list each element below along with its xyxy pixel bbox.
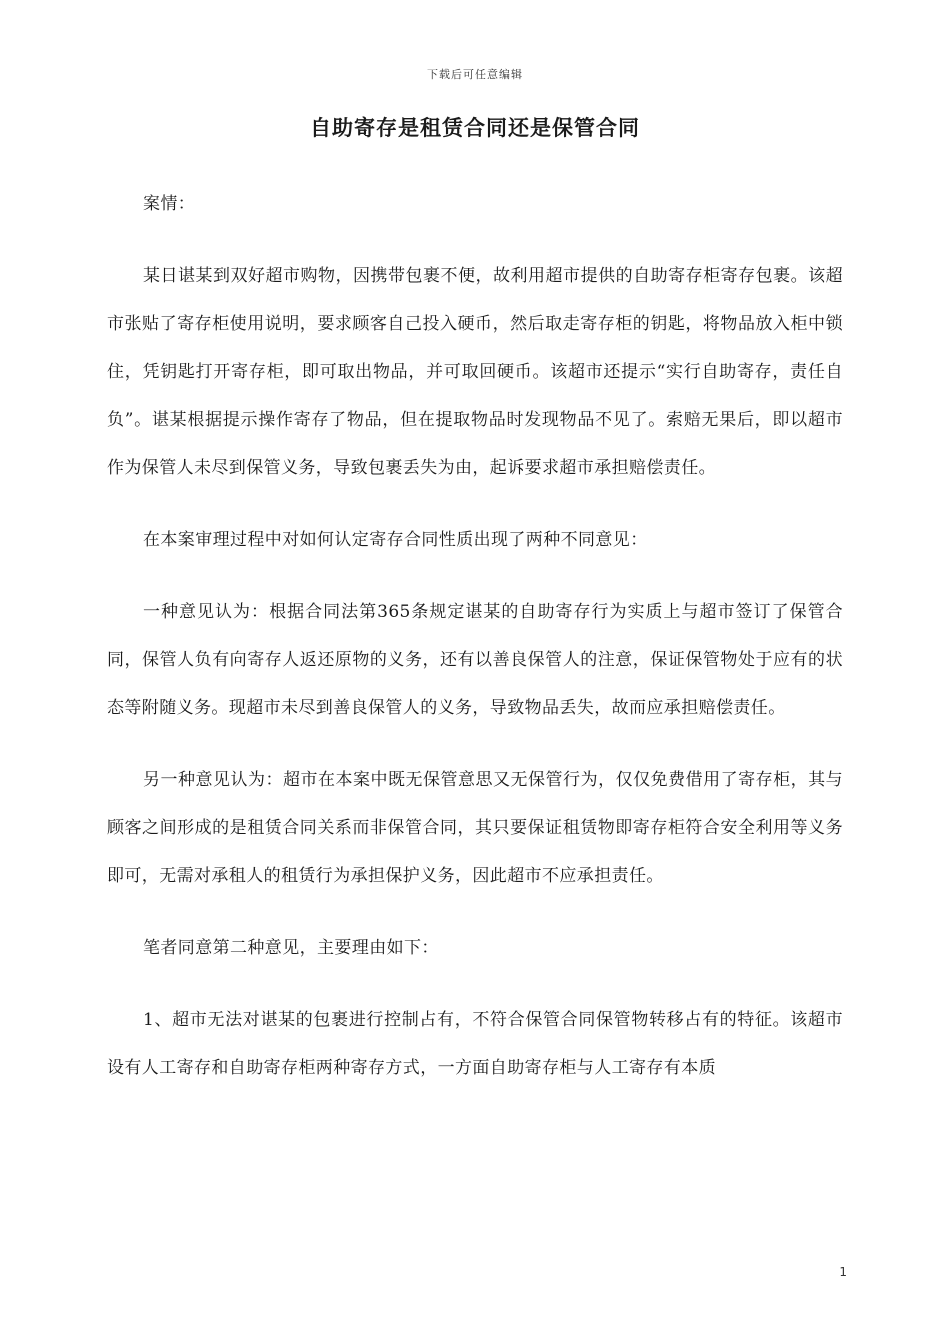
paragraph-case-heading: 案情： (143, 194, 196, 214)
paragraph-author-view: 笔者同意第二种意见，主要理由如下： (143, 938, 439, 958)
paragraph-reason-one: 1、超市无法对谌某的包裹进行控制占有，不符合保管合同保管物转移占有的特征。该超市设有人工寄存和自助寄存柜两种寄存方式，一方面自助寄存柜与人工寄存有本质 (107, 1010, 843, 1078)
document-title: 自助寄存是租赁合同还是保管合同 (310, 115, 640, 140)
paragraph-case-facts: 某日谌某到双好超市购物，因携带包裹不便，故利用超市提供的自助寄存柜寄存包裹。该超市张贴了寄存柜使用说明，要求顾客自己投入硬币，然后取走寄存柜的钥匙，将物品放入柜中锁住，凭钥匙打开寄存柜，即可取出物品，并可取回硬币。该超市还提示“实行自助寄存，责任自负”。谌某根据提示操作寄存了物品，但在提取物品时发现物品不见了。索赔无果后，即以超市作为保管人未尽到保管义务，导致包裹丢失为由，起诉要求超市承担赔偿责任。 (107, 266, 843, 478)
paragraph-opinion-two: 另一种意见认为：超市在本案中既无保管意思又无保管行为，仅仅免费借用了寄存柜，其与顾客之间形成的是租赁合同关系而非保管合同，其只要保证租赁物即寄存柜符合安全利用等义务即可，无需对承租人的租赁行为承担保护义务，因此超市不应承担责任。 (107, 770, 843, 886)
paragraph-dispute-intro: 在本案审理过程中对如何认定寄存合同性质出现了两种不同意见： (143, 530, 648, 550)
header-note: 下载后可任意编辑 (427, 68, 523, 81)
paragraph-opinion-one: 一种意见认为：根据合同法第365条规定谌某的自助寄存行为实质上与超市签订了保管合同，保管人负有向寄存人返还原物的义务，还有以善良保管人的注意，保证保管物处于应有的状态等附随义务。现超市未尽到善良保管人的义务，导致物品丢失，故而应承担赔偿责任。 (107, 602, 843, 718)
page-number: 1 (839, 1265, 847, 1279)
document-body (107, 180, 843, 1092)
